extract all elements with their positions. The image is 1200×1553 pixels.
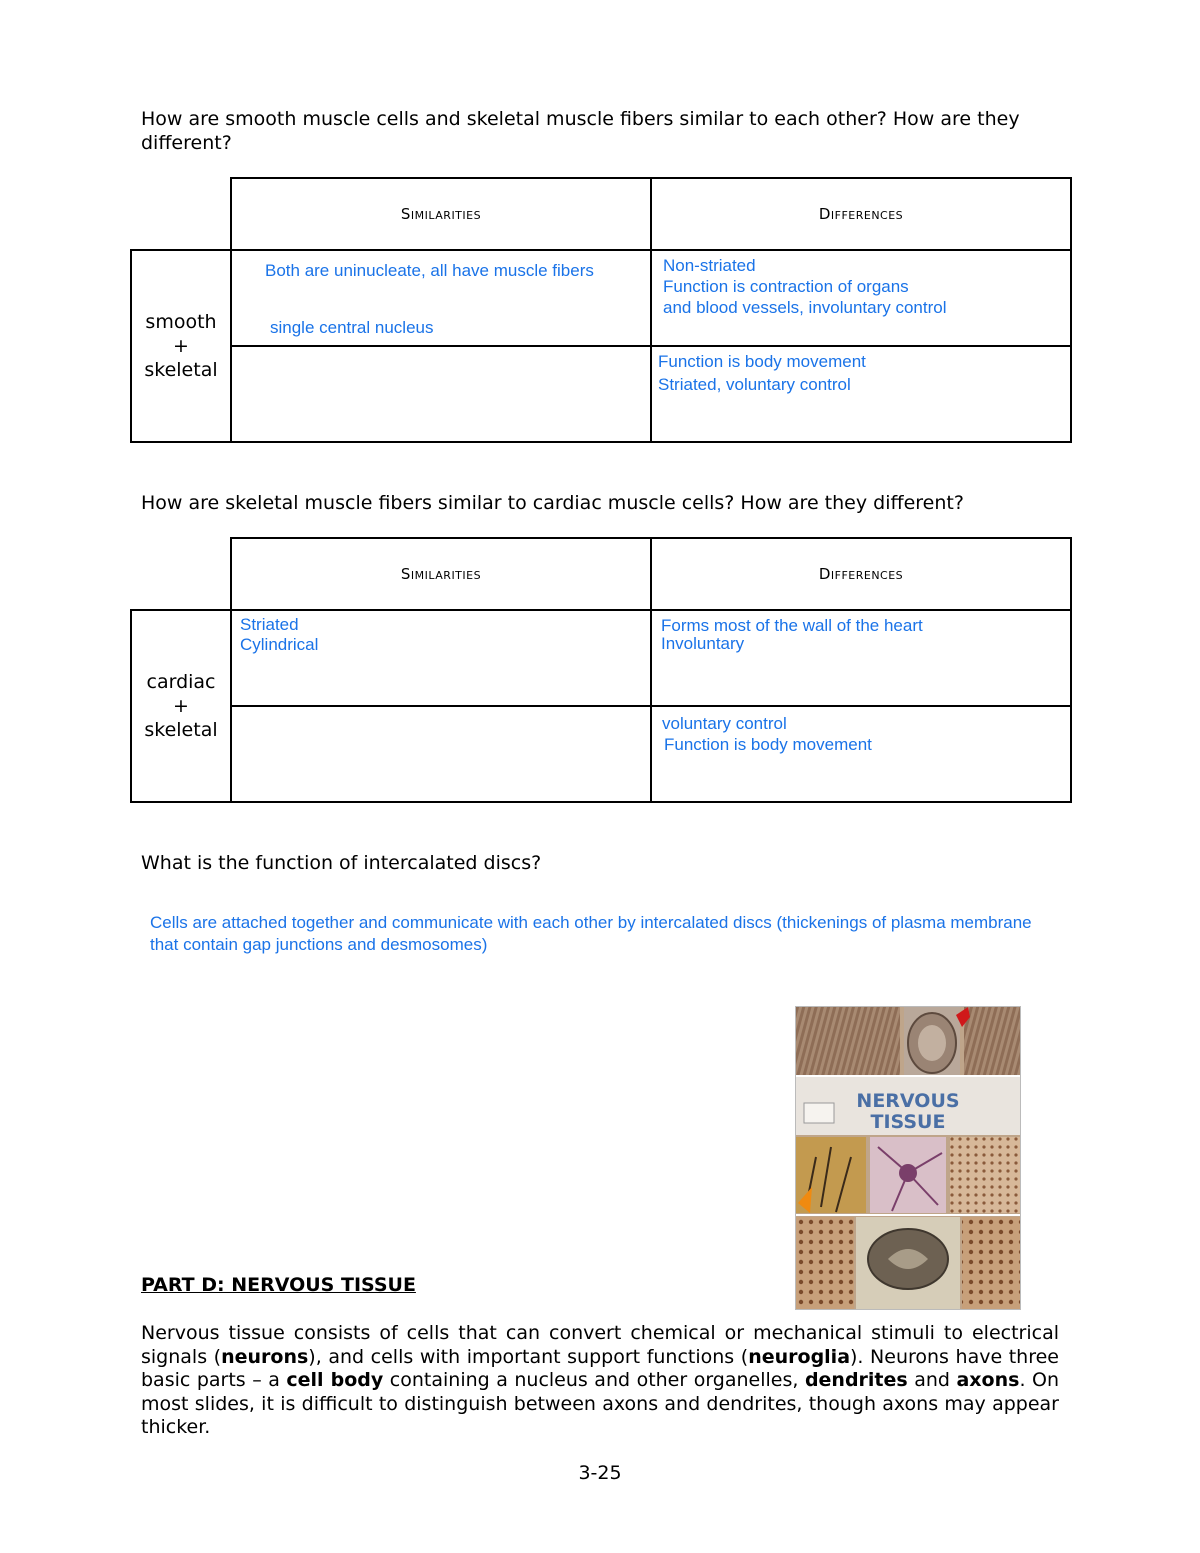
differences-cell-skeletal [651,706,1071,802]
header-similarities: Similarities [231,538,651,610]
difference-answer: Forms most of the wall of the heart Involuntary [661,616,923,653]
differences-cell-smooth [651,250,1071,346]
difference-answer: Non-striated Function is contraction of organs and blood vessels, involuntary control [663,256,947,317]
row-label-line: + [173,335,189,357]
similarities-cell [231,610,651,706]
difference-answer: Function is body movement Striated, voluntary control [658,352,866,394]
comparison-table-smooth-skeletal [130,177,1072,443]
poster-title-line-2: TISSUE [870,1111,946,1133]
part-d-title: PART D: NERVOUS TISSUE [141,1274,416,1296]
similarities-cell-empty [231,706,651,802]
row-label-line: skeletal [144,719,218,741]
similarities-cell-empty [231,346,651,442]
table-corner [131,538,231,610]
differences-cell-skeletal [651,346,1071,442]
term-dendrites: dendrites [804,1369,908,1391]
term-cell-body: cell body [286,1369,384,1391]
similarity-answer: Striated Cylindrical [240,615,319,654]
poster-illustration [796,1007,1020,1309]
difference-answer: voluntary control Function is body movement [662,714,872,754]
header-differences: Differences [651,178,1071,250]
row-label-line: skeletal [144,359,218,381]
row-label-line: smooth [145,311,217,333]
table-corner [131,178,231,250]
comparison-table-cardiac-skeletal [130,537,1072,803]
page-number: 3-25 [578,1462,622,1484]
nervous-tissue-paragraph: Nervous tissue consists of cells that can convert chemical or mechanical stimuli to electrical signals (neurons), and cells with important support functions (neuroglia). Neurons have three basic parts – a cell body containing a nucleus and other organelles, dendrites and axons. On most slides, it is difficult to distinguish between axons and dendrites, though axons may appear thicker. [141,1322,1059,1438]
row-label-cardiac-skeletal [131,610,231,802]
term-neurons: neurons [221,1345,309,1368]
row-label-line: cardiac [146,671,216,693]
header-differences: Differences [651,538,1071,610]
differences-cell-cardiac [651,610,1071,706]
similarity-answer: Both are uninucleate, all have muscle fibers [265,261,594,280]
term-neuroglia: neuroglia [748,1345,851,1368]
term-axons: axons [956,1369,1020,1391]
question-1: How are smooth muscle cells and skeletal muscle fibers similar to each other? How are they different? [141,108,1020,154]
similarities-cell [231,250,651,346]
question-2: How are skeletal muscle fibers similar to cardiac muscle cells? How are they different? [141,492,964,514]
intercalated-discs-answer: Cells are attached together and communicate with each other by intercalated discs (thickenings of plasma membrane that contain gap junctions and desmosomes) [150,913,1032,954]
question-3: What is the function of intercalated discs? [141,852,542,874]
similarity-answer: single central nucleus [270,318,434,337]
row-label-smooth-skeletal [131,250,231,442]
nervous-tissue-poster-photo [795,1006,1021,1310]
header-similarities: Similarities [231,178,651,250]
poster-title-line-1: NERVOUS [856,1090,960,1112]
row-label-line: + [173,695,189,717]
